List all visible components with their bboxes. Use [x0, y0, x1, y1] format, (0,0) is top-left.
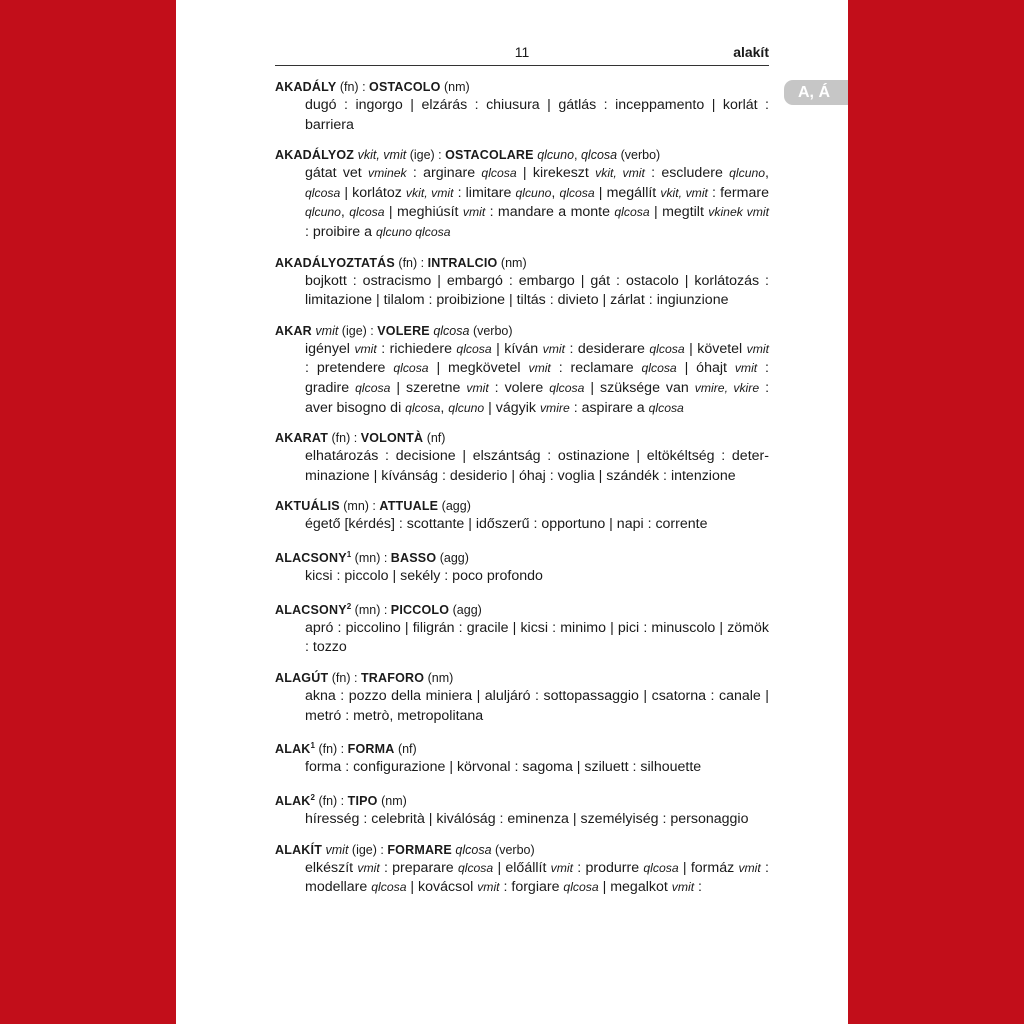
thumb-index-tab: A, Á — [784, 80, 848, 105]
entry-head-text: (agg) — [438, 499, 471, 514]
grammar-note: vkit, vmit — [660, 185, 708, 200]
headword: ALAGÚT — [275, 671, 329, 685]
grammar-note: qlcosa — [549, 380, 585, 395]
entry-head-text: (nm) — [497, 255, 527, 270]
headword: ALACSONY — [275, 602, 347, 617]
entry-translations — [275, 164, 769, 242]
grammar-note: qlcosa — [456, 341, 492, 356]
translation-text: égető [kérdés] : scottante | időszerű : opportuno | napi : corrente — [305, 516, 708, 533]
headword: VOLONTÀ — [360, 431, 424, 446]
grammar-note: vmit — [542, 341, 565, 356]
headword: TRAFORO — [360, 671, 425, 685]
headword: INTRALCIO — [427, 255, 498, 270]
headword: TIPO — [347, 794, 378, 809]
translation-text: apró : piccolino | filigrán : gracile | kicsi : minimo | pici : minuscolo | zömök : tozzo — [305, 619, 769, 656]
headword: AKADÁLYOZ — [275, 148, 355, 163]
homonym-number: 2 — [310, 792, 315, 802]
entry-head-text: (verbo) — [491, 842, 535, 857]
entry-head-text: (verbo) — [469, 323, 513, 338]
entry-head-text: (mn) : — [351, 602, 391, 617]
grammar-note: vmit — [671, 880, 695, 895]
entry-head — [275, 546, 769, 567]
translation-text: | kovácsol — [406, 879, 478, 896]
headword: AKADÁLYOZTATÁS — [275, 255, 395, 270]
translation-text: | megkövetel — [428, 360, 529, 377]
translation-text: : gradire — [305, 360, 769, 396]
translation-text: : arginare — [406, 165, 482, 182]
entry-translations — [275, 96, 769, 135]
headword: AKADÁLY — [275, 80, 337, 94]
translation-text: , — [340, 204, 350, 221]
homonym-number: 2 — [346, 601, 352, 611]
entry-head-text: (ige) : — [348, 842, 388, 857]
grammar-note: vmit — [357, 860, 380, 875]
grammar-note: vkit, vmit — [405, 185, 454, 200]
dictionary-entry — [275, 78, 769, 135]
translation-text: | szeretne — [390, 379, 467, 396]
grammar-note: vkit, vmit — [357, 148, 407, 163]
translation-text: : aspirare a — [569, 399, 649, 416]
dictionary-entry — [275, 322, 769, 418]
entry-translations — [275, 758, 769, 778]
entry-head-text: (fn) : — [394, 255, 428, 270]
entry-head-text: (mn) : — [351, 551, 391, 566]
headword: AKTUÁLIS — [275, 499, 340, 514]
translation-text: , — [440, 399, 449, 416]
translation-text: | vágyik — [484, 399, 540, 416]
grammar-note: vmit — [315, 323, 339, 338]
entry-head-text: , — [574, 148, 581, 163]
dictionary-entry — [275, 789, 769, 830]
grammar-note: vmit — [325, 842, 349, 857]
entry-head-text: (ige) : — [406, 148, 446, 163]
entry-head-text: (verbo) — [617, 148, 661, 163]
headword: ALAK — [275, 742, 311, 757]
grammar-note: qlcuno — [515, 185, 552, 200]
grammar-note: qlcosa — [433, 323, 470, 338]
translation-text: : aver bisogno di — [305, 379, 770, 416]
translation-text: | előállít — [493, 859, 551, 876]
entry-head — [275, 146, 769, 164]
translation-text: : forgiare — [499, 879, 564, 896]
dictionary-page — [176, 0, 848, 1024]
dictionary-entry — [275, 598, 769, 658]
grammar-note: vmit — [528, 361, 551, 376]
entry-translations — [275, 567, 769, 587]
grammar-note: vkit, vmit — [595, 166, 645, 181]
dictionary-entry — [275, 737, 769, 778]
entry-head-text: (fn) : — [328, 671, 361, 685]
grammar-note: vmit — [746, 341, 770, 356]
translation-text: híresség : celebrità | kiválóság : eminenza | személyiség : personaggio — [305, 811, 749, 828]
translation-text: elkészít — [305, 859, 358, 876]
grammar-note: qlcosa — [481, 166, 517, 181]
translation-text: | korlátoz — [340, 184, 406, 201]
entry-translations — [275, 859, 769, 898]
page-number: 11 — [514, 44, 530, 60]
dictionary-entry — [275, 841, 769, 898]
grammar-note: qlcosa — [305, 185, 341, 200]
entry-head — [275, 841, 769, 859]
translation-text: : escludere — [644, 165, 730, 182]
headword: FORMA — [347, 742, 395, 757]
entry-translations — [275, 340, 769, 418]
dictionary-entry — [275, 429, 769, 486]
translation-text: | követel — [684, 340, 747, 357]
grammar-note: qlcosa — [648, 400, 684, 415]
grammar-note: qlcuno — [305, 205, 341, 220]
translation-text: : pretendere — [305, 360, 394, 377]
entry-head-text: (mn) : — [339, 499, 380, 514]
homonym-number: 1 — [310, 741, 315, 751]
translation-text: | meghiúsít — [384, 204, 463, 221]
grammar-note: qlcosa — [559, 185, 595, 200]
translation-text: : modellare — [305, 859, 769, 896]
grammar-note: qlcosa — [649, 341, 685, 356]
translation-text: bojkott : ostracismo | embargó : embargo | gát : ostacolo | korlátozás : limitazione | tilalom : proibizione | tiltás : divieto | zárlat : ingiunzione — [305, 272, 769, 309]
headword: OSTACOLARE — [445, 148, 534, 163]
headword: ALACSONY — [275, 551, 347, 566]
dictionary-entry — [275, 669, 769, 726]
grammar-note: qlcosa — [455, 842, 492, 857]
entry-head — [275, 497, 769, 515]
translation-text: | szüksége van — [584, 379, 695, 396]
translation-text: : mandare a monte — [485, 204, 615, 221]
translation-text: | kirekeszt — [516, 165, 596, 182]
translation-text: | kíván — [491, 340, 543, 357]
translation-text: : volere — [488, 379, 550, 396]
grammar-note: qlcuno — [537, 148, 575, 163]
grammar-note: qlcuno qlcosa — [375, 224, 451, 239]
grammar-note: vmit — [734, 361, 758, 376]
grammar-note: qlcosa — [580, 148, 618, 163]
headword: ALAKÍT — [275, 842, 323, 857]
grammar-note: qlcuno — [729, 166, 766, 181]
headword: BASSO — [390, 551, 437, 566]
entry-head-text: (fn) : — [314, 742, 348, 757]
grammar-note: vmit — [738, 860, 761, 875]
dictionary-entry — [275, 254, 769, 311]
translation-text: : desiderare — [565, 340, 650, 357]
entry-head-text: (nf) — [394, 742, 417, 757]
page-header — [275, 44, 769, 66]
entry-translations — [275, 447, 769, 486]
grammar-note: qlcosa — [355, 380, 391, 395]
entry-head — [275, 322, 769, 340]
dictionary-entry — [275, 546, 769, 587]
entry-head-text: (ige) : — [338, 323, 378, 338]
translation-text: | formáz — [678, 859, 739, 876]
grammar-note: qlcosa — [641, 361, 677, 376]
headword: FORMARE — [387, 842, 452, 857]
translation-text: elhatározás : decisione | elszántság : ostinazione | eltökéltség : determinazione | kívánság : desiderio | óhaj : voglia | szándék : intenzione — [305, 448, 769, 484]
entry-head — [275, 669, 769, 687]
grammar-note: qlcosa — [371, 880, 407, 895]
translation-text: igényel — [305, 340, 355, 357]
translation-text: akna : pozzo della miniera | aluljáró : sottopassaggio | csatorna : canale | metró : metrò, metropolitana — [305, 688, 769, 724]
translation-text: : — [694, 879, 702, 896]
entry-head-text: (nf) — [423, 431, 446, 446]
running-head: alakít — [733, 44, 769, 60]
grammar-note: qlcosa — [349, 205, 385, 220]
translation-text: | megalkot — [598, 879, 672, 896]
translation-text: : preparare — [379, 859, 458, 876]
entry-head — [275, 78, 769, 96]
entry-head-text: (fn) : — [328, 431, 361, 446]
translation-text: : fermare — [707, 184, 769, 201]
translation-text: | megtilt — [649, 204, 709, 221]
entry-translations — [275, 515, 769, 535]
entry-translations — [275, 619, 769, 658]
headword: OSTACOLO — [369, 80, 441, 94]
dictionary-entry — [275, 146, 769, 242]
headword: AKAR — [275, 323, 312, 338]
headword: VOLERE — [377, 323, 430, 338]
grammar-note: qlcosa — [643, 860, 679, 875]
entry-list — [275, 78, 769, 909]
headword: PICCOLO — [390, 602, 450, 617]
entry-translations — [275, 810, 769, 830]
grammar-note: vkinek vmit — [708, 205, 769, 220]
grammar-note: vmit — [462, 205, 486, 220]
grammar-note: vminek — [368, 166, 407, 181]
entry-head-text: (nm) — [377, 794, 407, 809]
grammar-note: vmire — [539, 400, 570, 415]
grammar-note: vmit — [466, 380, 489, 395]
translation-text: kicsi : piccolo | sekély : poco profondo — [305, 568, 543, 585]
grammar-note: vmit — [477, 880, 500, 895]
entry-head — [275, 598, 769, 619]
translation-text: | óhajt — [676, 360, 735, 377]
translation-text: forma : configurazione | körvonal : sagoma | sziluett : silhouette — [305, 759, 702, 776]
headword: ATTUALE — [379, 499, 439, 514]
entry-head-text: (fn) : — [314, 794, 348, 809]
entry-head-text: (agg) — [436, 551, 469, 566]
grammar-note: vmire, vkire — [694, 380, 760, 395]
translation-text: : reclamare — [550, 360, 642, 377]
translation-text: gátat vet — [305, 165, 369, 182]
grammar-note: qlcosa — [393, 361, 429, 376]
translation-text: , — [551, 184, 560, 201]
translation-text: dugó : ingorgo | elzárás : chiusura | gátlás : inceppamento | korlát : barriera — [305, 97, 769, 133]
grammar-note: vmit — [354, 341, 377, 356]
grammar-note: vmit — [550, 860, 574, 875]
translation-text: , — [765, 165, 769, 182]
translation-text: : produrre — [573, 859, 644, 876]
entry-head-text: (nm) — [440, 80, 470, 94]
entry-head-text: (nm) — [424, 671, 454, 685]
dictionary-entry — [275, 497, 769, 535]
entry-translations — [275, 272, 769, 311]
translation-text: : limitare — [453, 184, 516, 201]
headword: ALAK — [275, 794, 311, 809]
grammar-note: qlcosa — [614, 205, 650, 220]
grammar-note: qlcosa — [405, 400, 441, 415]
entry-head-text: (fn) : — [336, 80, 370, 94]
grammar-note: qlcuno — [448, 400, 485, 415]
entry-head — [275, 429, 769, 447]
translation-text: : richiedere — [376, 340, 457, 357]
translation-text: | megállít — [594, 184, 661, 201]
headword: AKARAT — [275, 431, 329, 446]
entry-head-text: (agg) — [449, 602, 482, 617]
entry-head — [275, 789, 769, 810]
grammar-note: qlcosa — [457, 860, 494, 875]
entry-head — [275, 254, 769, 272]
homonym-number: 1 — [346, 549, 352, 559]
entry-translations — [275, 687, 769, 726]
translation-text: : proibire a — [305, 223, 376, 240]
entry-head — [275, 737, 769, 758]
grammar-note: qlcosa — [563, 880, 599, 895]
